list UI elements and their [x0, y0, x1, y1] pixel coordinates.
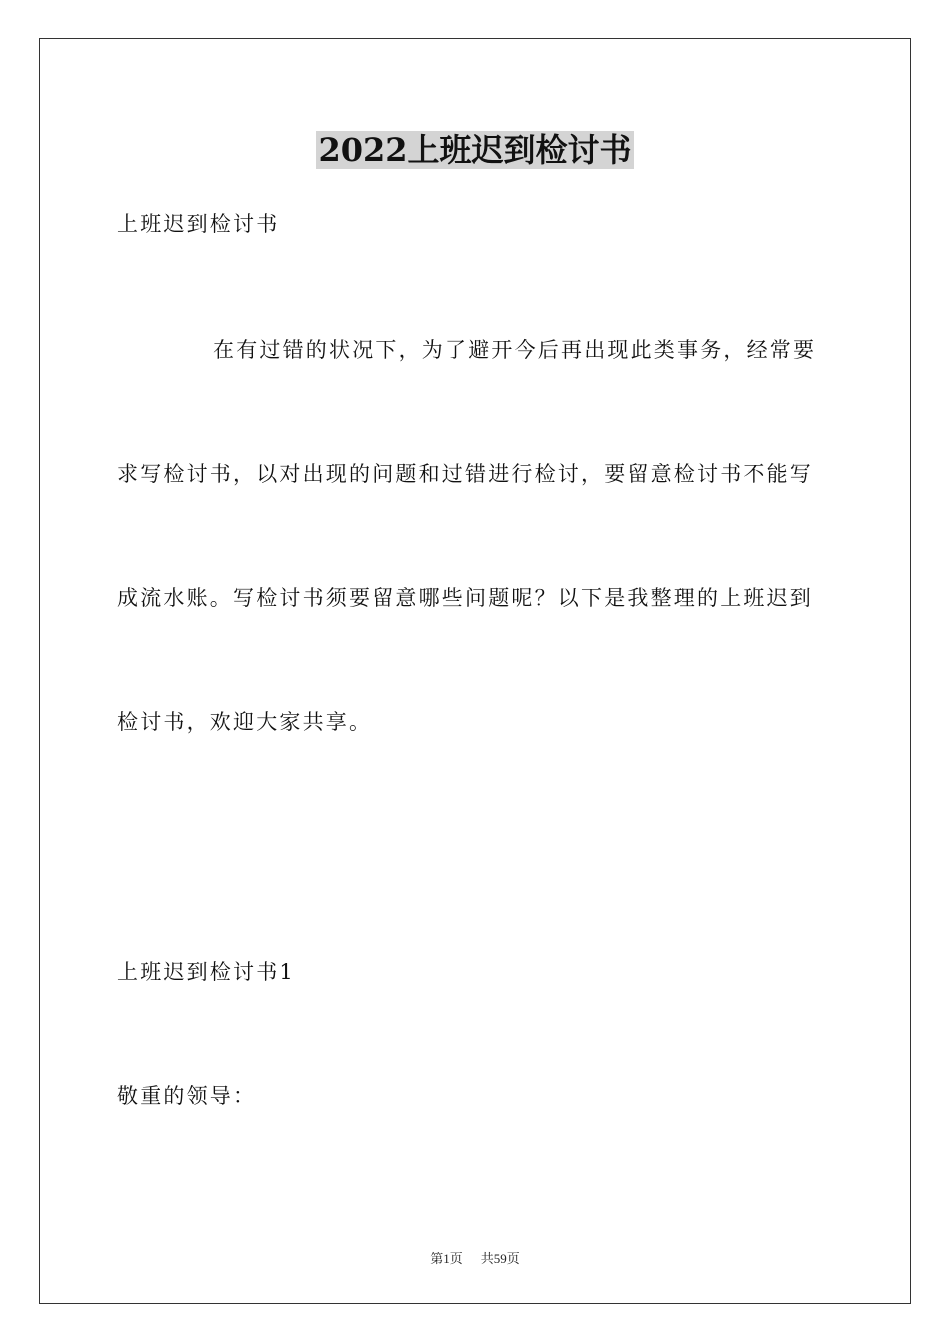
intro-line-1: 在有过错的状况下，为了避开今后再出现此类事务，经常要	[213, 338, 817, 362]
page-footer	[0, 1248, 950, 1267]
document-title: 2022上班迟到检讨书	[318, 131, 632, 169]
page-total: 共59页	[480, 1251, 520, 1266]
intro-line-3: 成流水账。写检讨书须要留意哪些问题呢？以下是我整理的上班迟到	[117, 586, 813, 610]
intro-line-4: 检讨书，欢迎大家共享。	[117, 710, 373, 734]
salutation: 敬重的领导：	[117, 1084, 257, 1108]
section-heading: 上班迟到检讨书1	[117, 960, 295, 984]
page-number: 第1页	[430, 1251, 463, 1266]
intro-line-2: 求写检讨书，以对出现的问题和过错进行检讨，要留意检讨书不能写	[117, 462, 813, 486]
document-subtitle: 上班迟到检讨书	[117, 212, 280, 236]
